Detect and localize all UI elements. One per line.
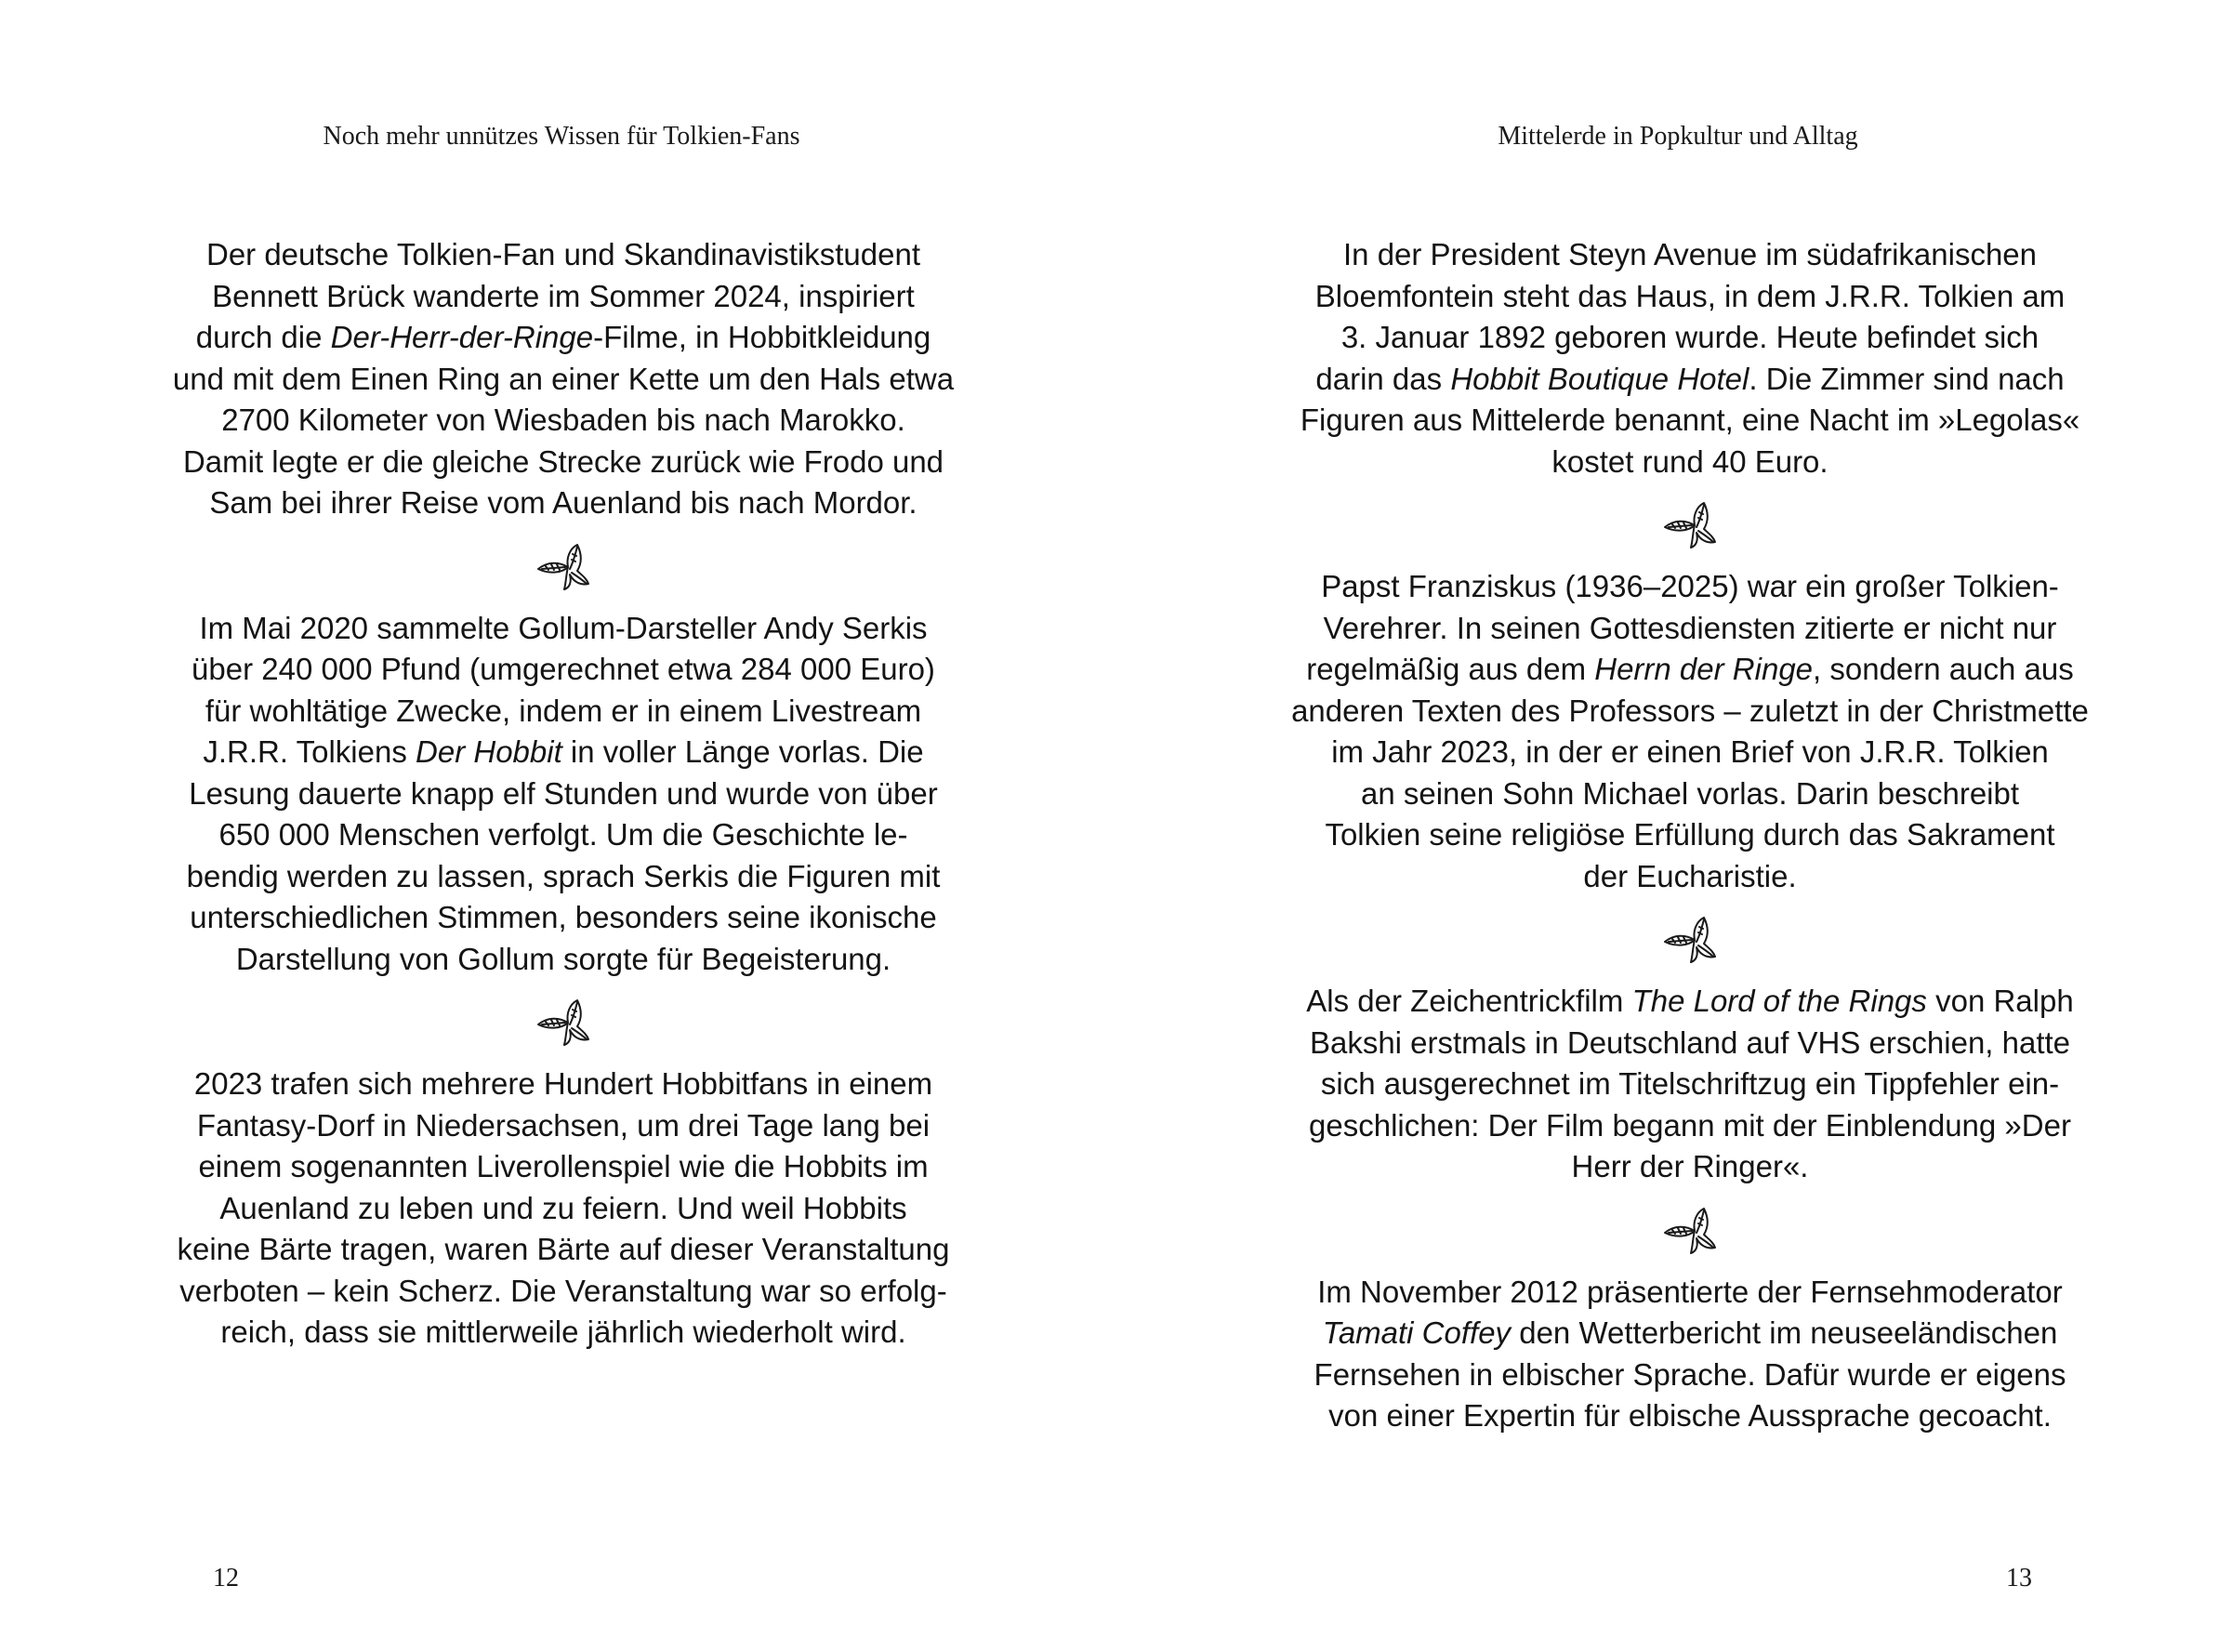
text-segment: Figuren aus Mittelerde benannt, eine Nacht im »Legolas« [1300,403,2080,437]
text-line [1286,442,2094,483]
text-line [1286,1355,2094,1396]
italic-title: The Lord of the Rings [1631,984,1927,1018]
text-segment: reich, dass sie mittlerweile jährlich wiederholt wird. [220,1315,906,1349]
page-number: 12 [213,1564,239,1593]
text-line [1286,1146,2094,1188]
text-segment: über 240 000 Pfund (umgerechnet etwa 284 000 Euro) [191,652,935,686]
text-line [159,359,968,401]
text-line [159,1312,968,1354]
text-segment: bendig werden zu lassen, sprach Serkis die Figuren mit [186,858,941,893]
right-page [1116,0,2231,1652]
section-divider [1286,482,2094,566]
text-column [159,234,968,1354]
text-segment: 2023 trafen sich mehrere Hundert Hobbitfans in einem [193,1066,933,1101]
text-line [159,1064,968,1105]
text-line [159,276,968,318]
text-line [1286,276,2094,318]
text-line [1286,1064,2094,1105]
text-line [1286,566,2094,608]
text-line [1286,1105,2094,1147]
text-segment: unterschiedlichen Stimmen, besonders seine ikonische [190,900,937,934]
section-divider [159,980,968,1064]
text-segment: Als der Zeichentrickfilm [1306,984,1632,1018]
leaf-feather-ornament-icon [535,997,592,1047]
text-segment: Bakshi erstmals in Deutschland auf VHS erschien, hatte [1309,1024,2071,1060]
text-segment: keine Bärte tragen, waren Bärte auf dieser Veranstaltung [177,1232,950,1266]
text-segment: Damit legte er die gleiche Strecke zurück wie Frodo und [182,443,944,479]
text-segment: Tolkien seine religiöse Erfüllung durch das Sakrament [1325,817,2055,852]
text-line [1286,400,2094,442]
text-line [159,482,968,524]
text-line [1286,1272,2094,1314]
italic-title: Der Hobbit [416,734,562,769]
text-segment: J.R.R. Tolkiens [203,734,416,769]
text-line [159,814,968,856]
paragraph [1286,566,2094,897]
text-line [159,1188,968,1230]
text-segment: , sondern auch aus [1813,652,2074,686]
text-segment: an seinen Sohn Michael vorlas. Darin beschreibt [1360,775,2020,811]
text-line [1286,814,2094,856]
text-line [1286,732,2094,773]
text-line [159,649,968,691]
text-segment: Lesung dauerte knapp elf Stunden und wurde von über [189,775,938,811]
text-segment: Darstellung von Gollum sorgte für Begeisterung. [235,941,891,976]
text-line [1286,1395,2094,1437]
paragraph [1286,1272,2094,1437]
text-line [159,1105,968,1147]
text-segment: Im November 2012 präsentierte der Fernsehmoderator [1317,1274,2063,1309]
running-head: Mittelerde in Popkultur und Alltag [1498,122,1858,151]
paragraph [159,608,968,981]
text-segment: Fernsehen in elbischer Sprache. Dafür wurde er eigens [1314,1356,2066,1392]
text-line [1286,1023,2094,1064]
text-line [1286,234,2094,276]
text-segment: geschlichen: Der Film begann mit der Einblendung »Der [1309,1107,2071,1143]
italic-title: Herrn der Ringe [1594,652,1814,686]
text-line [159,1146,968,1188]
text-segment: -Filme, in Hobbitkleidung [593,320,931,354]
text-segment: kostet rund 40 Euro. [1551,443,1828,479]
leaf-feather-ornament-icon [1661,1205,1719,1255]
text-segment: In der President Steyn Avenue im südafrikanischen [1343,237,2037,271]
italic-title: Hobbit Boutique Hotel [1450,361,1749,396]
text-segment: Herr der Ringer«. [1571,1149,1809,1183]
text-line [1286,649,2094,691]
text-segment: . Die Zimmer sind nach [1749,361,2065,396]
text-segment: sich ausgerechnet im Titelschriftzug ein Tippfehler ein- [1320,1066,2060,1101]
section-divider [1286,897,2094,981]
text-line [1286,773,2094,815]
paragraph [1286,234,2094,482]
text-segment: Im Mai 2020 sammelte Gollum-Darsteller Andy Serkis [199,610,928,645]
text-line [159,773,968,815]
text-segment: den Wetterbericht im neuseeländischen [1511,1315,2058,1350]
paragraph [1286,981,2094,1188]
italic-title: Der-Herr-der-Ringe [330,320,594,354]
text-segment: Auenland zu leben und zu feiern. Und weil Hobbits [219,1190,907,1225]
text-segment: darin das [1315,361,1451,396]
page-number: 13 [2006,1564,2032,1593]
text-segment: Verehrer. In seinen Gottesdiensten zitierte er nicht nur [1323,610,2057,645]
section-divider [1286,1188,2094,1272]
text-segment: durch die [195,320,331,354]
text-line [1286,1313,2094,1355]
text-line [1286,856,2094,898]
running-head: Noch mehr unnützes Wissen für Tolkien-Fans [323,122,800,151]
text-segment: anderen Texten des Professors – zuletzt in der Christmette [1291,693,2089,728]
text-segment: im Jahr 2023, in der er einen Brief von J.R.R. Tolkien [1331,734,2049,769]
text-line [159,939,968,981]
leaf-feather-ornament-icon [535,541,592,591]
text-segment: regelmäßig aus dem [1306,652,1595,686]
text-segment: von Ralph [1926,984,2074,1018]
text-segment: Der deutsche Tolkien-Fan und Skandinavistikstudent [205,237,920,271]
text-segment: 2700 Kilometer von Wiesbaden bis nach Marokko. [221,403,905,437]
leaf-feather-ornament-icon [1661,499,1719,549]
text-segment: von einer Expertin für elbische Aussprache gecoacht. [1328,1398,2052,1433]
text-line [159,1271,968,1313]
text-segment: Bloemfontein steht das Haus, in dem J.R.R. Tolkien am [1314,278,2066,313]
text-line [1286,317,2094,359]
text-line [159,732,968,773]
text-segment: 650 000 Menschen verfolgt. Um die Geschichte le- [218,817,908,852]
text-segment: Fantasy-Dorf in Niedersachsen, um drei Tage lang bei [196,1107,931,1143]
text-segment: der Eucharistie. [1583,858,1797,893]
text-line [1286,981,2094,1023]
text-segment: einem sogenannten Liverollenspiel wie die Hobbits im [198,1149,929,1183]
text-segment: Sam bei ihrer Reise vom Auenland bis nach Mordor. [209,485,917,520]
paragraph [159,234,968,524]
text-segment: für wohltätige Zwecke, indem er in einem Livestream [205,693,922,728]
text-segment: Papst Franziskus (1936–2025) war ein großer Tolkien- [1321,569,2059,603]
text-line [159,608,968,650]
paragraph [159,1064,968,1354]
italic-title: Tamati Coffey [1322,1315,1512,1350]
text-line [159,897,968,939]
text-line [159,1229,968,1271]
text-column [1286,234,2094,1437]
section-divider [159,524,968,608]
text-segment: in voller Länge vorlas. Die [561,734,924,769]
text-segment: verboten – kein Scherz. Die Veranstaltung war so erfolg- [179,1273,947,1308]
text-line [1286,608,2094,650]
text-line [1286,359,2094,401]
text-line [159,400,968,442]
text-segment: Bennett Brück wanderte im Sommer 2024, inspiriert [212,278,915,313]
leaf-feather-ornament-icon [1661,914,1719,964]
text-line [159,317,968,359]
text-line [159,691,968,733]
text-segment: 3. Januar 1892 geboren wurde. Heute befindet sich [1340,320,2040,354]
text-segment: und mit dem Einen Ring an einer Kette um den Hals etwa [172,361,955,396]
text-line [159,442,968,483]
text-line [1286,691,2094,733]
text-line [159,234,968,276]
text-line [159,856,968,898]
